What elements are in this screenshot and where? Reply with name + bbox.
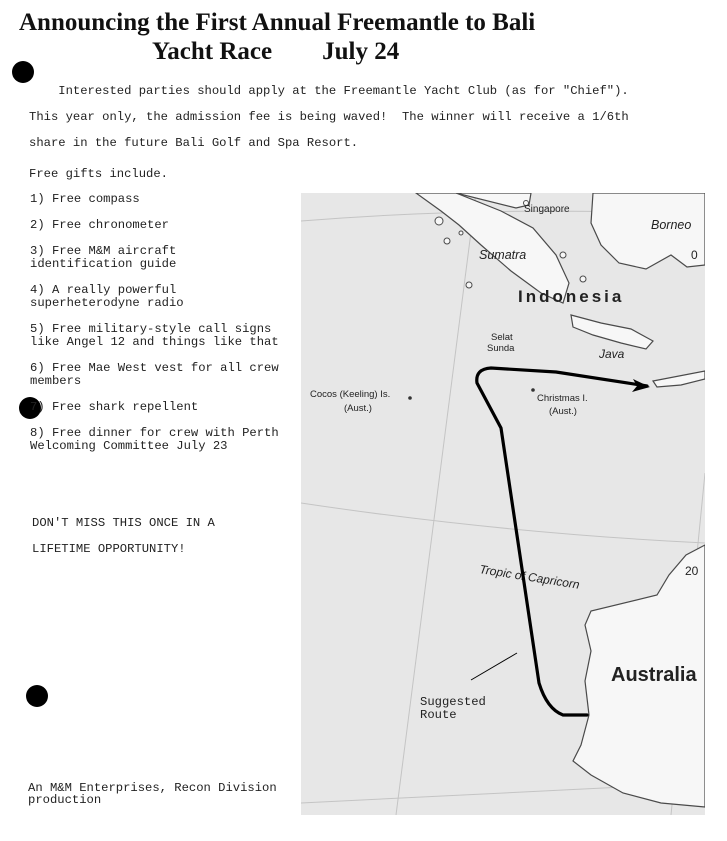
gift-list bbox=[30, 193, 285, 466]
gifts-heading: Free gifts include. bbox=[29, 167, 168, 181]
page-title bbox=[19, 8, 719, 66]
title-race-date: July 24 bbox=[322, 38, 400, 65]
gift-item: 8) Free dinner for crew with Perth Welcoming Committee July 23 bbox=[30, 426, 279, 453]
java-landmass bbox=[571, 315, 653, 349]
intro-line-3: share in the future Bali Golf and Spa Resort. bbox=[29, 136, 359, 150]
label-australia: Australia bbox=[611, 664, 697, 686]
label-cocos-aust: (Aust.) bbox=[344, 403, 372, 414]
footer-credit: An M&M Enterprises, Recon Division production bbox=[28, 781, 277, 807]
title-line-1: Announcing the First Annual Freemantle to Bali bbox=[19, 9, 536, 36]
route-pointer-line bbox=[471, 653, 517, 680]
gift-item: 2) Free chronometer bbox=[30, 218, 169, 232]
title-line-2 bbox=[19, 37, 719, 66]
gift-item: 5) Free military-style call signs like Angel 12 and things like that bbox=[30, 322, 279, 349]
intro-line-1: Interested parties should apply at the Freemantle Yacht Club (as for "Chief"). bbox=[29, 84, 629, 98]
label-tropic: Tropic of Capricorn bbox=[478, 562, 581, 592]
gift-item: 6) Free Mae West vest for all crew members bbox=[30, 361, 279, 388]
route-label-line-2: Route bbox=[420, 708, 457, 722]
gift-item: 7) Free shark repellent bbox=[30, 400, 199, 414]
island-dots bbox=[408, 388, 535, 400]
call-to-action bbox=[32, 510, 282, 562]
lesser-sunda-islands bbox=[653, 371, 705, 387]
label-indonesia: Indonesia bbox=[518, 287, 625, 306]
label-sunda: Sunda bbox=[487, 343, 515, 354]
gift-item: 3) Free M&M aircraft identification guide bbox=[30, 244, 177, 271]
label-christmas-aust: (Aust.) bbox=[549, 406, 577, 417]
map-svg bbox=[301, 193, 705, 815]
label-latitude-20: 20 bbox=[685, 564, 699, 578]
label-singapore: Singapore bbox=[524, 204, 570, 215]
label-christmas: Christmas I. bbox=[537, 393, 588, 404]
title-race-name: Yacht Race bbox=[152, 38, 273, 65]
label-sumatra: Sumatra bbox=[479, 248, 527, 262]
label-java: Java bbox=[599, 347, 625, 361]
gift-item: 4) A really powerful superheterodyne radio bbox=[30, 283, 184, 310]
label-selat: Selat bbox=[491, 332, 513, 343]
label-borneo: Borneo bbox=[651, 218, 692, 232]
gift-item: 1) Free compass bbox=[30, 192, 140, 206]
cta-line-1: DON'T MISS THIS ONCE IN A bbox=[32, 516, 215, 530]
binder-hole-icon bbox=[26, 685, 48, 707]
label-cocos: Cocos (Keeling) Is. bbox=[310, 389, 391, 400]
intro-line-2: This year only, the admission fee is being waved! The winner will receive a 1/6th bbox=[29, 110, 629, 124]
label-longitude-0: 0 bbox=[691, 248, 698, 262]
cta-line-2: LIFETIME OPPORTUNITY! bbox=[32, 542, 186, 556]
route-label-line-1: Suggested bbox=[420, 695, 486, 709]
route-map bbox=[301, 193, 705, 815]
